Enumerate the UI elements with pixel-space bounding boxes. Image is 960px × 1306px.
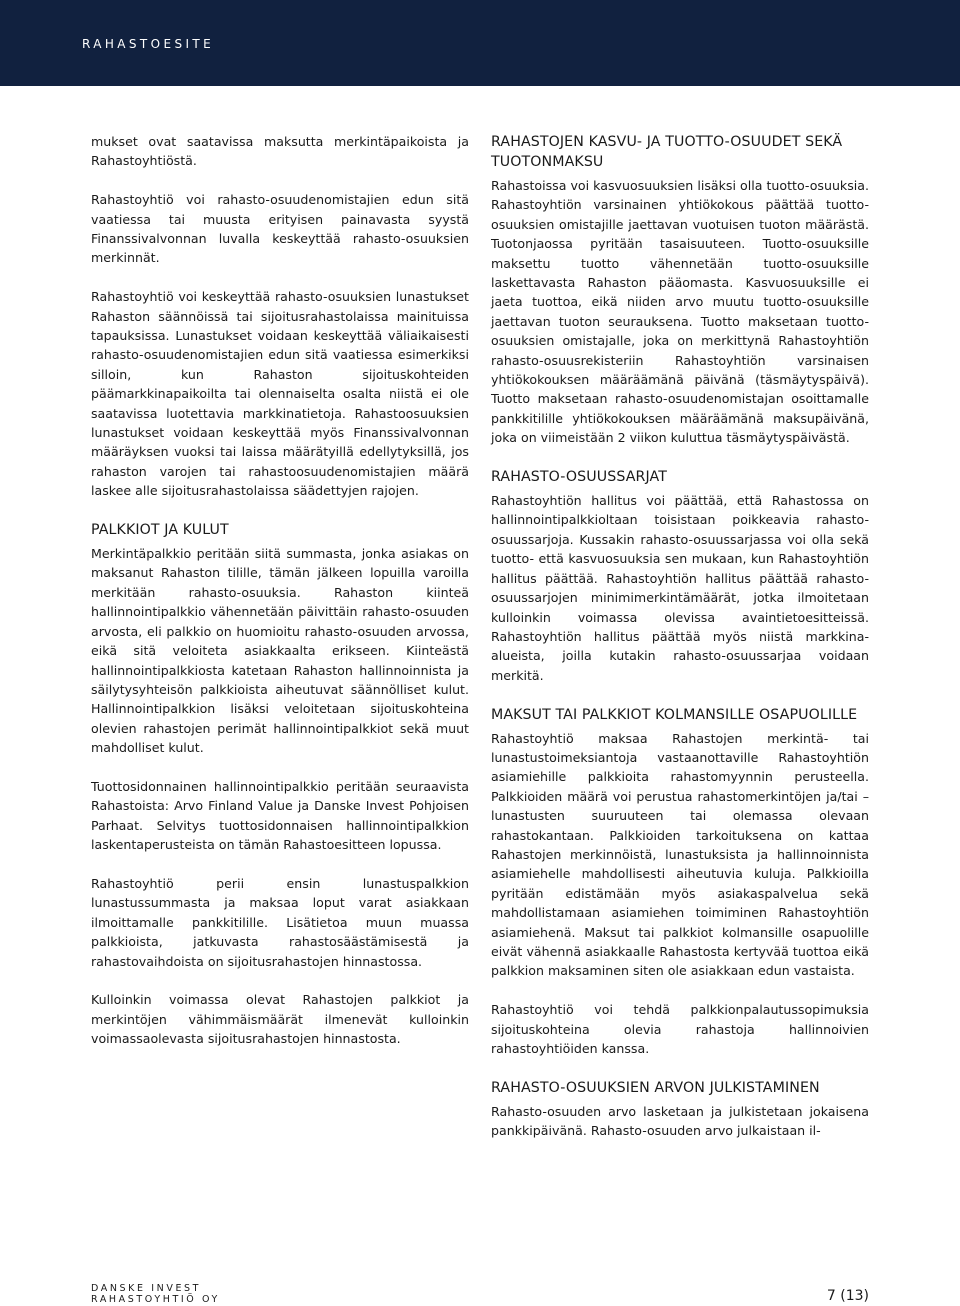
body-paragraph: Tuottosidonnainen hallinnointipalkkio peritään seuraavista Rahastoista: Arvo Finland Value ja Danske Invest Pohjoisen Parhaat. Selvitys tuottosidonnaisen hallinnointipalkkion laskentaperusteista on tämän Rahastoesitteen lopussa. xyxy=(91,778,469,853)
body-paragraph: Rahastoyhtiön hallitus voi päättää, että Rahastossa on hallinnointipalkkioltaan toisistaan poikkeavia rahasto-osuussarjoja. Kussakin rahasto-osuussarjassa voi olla sekä tuotto- että kasvuosuuksia sen mukaan, kun Rahastoyhtiön hallitus päättää. Rahastoyhtiön hallitus päättää rahasto-osuussarjojen minimimerkintämäärät, jotka ilmoitetaan kulloinkin voimassa olevissa avaintietoesitteissä. Rahastoyhtiön hallitus päättää myös niistä markkina-alueista, joilla kutakin rahasto-osuussarjaa voidaan merkitä. xyxy=(491,493,869,683)
page-number: 7 (13) xyxy=(826,1288,869,1304)
body-paragraph: Rahastoyhtiö voi rahasto-osuudenomistajien edun sitä vaatiessa tai muusta erityisen painavasta syystä Finanssivalvonnan luvalla keskeyttää rahasto-osuuksien merkinnät. xyxy=(91,192,469,266)
document-title: RAHASTOESITE xyxy=(82,37,215,51)
section-heading: MAKSUT TAI PALKKIOT KOLMANSILLE OSAPUOLILLE xyxy=(491,706,858,723)
company-name-line-1: DANSKE INVEST xyxy=(91,1283,202,1294)
body-paragraph: Merkintäpalkkio peritään siitä summasta, jonka asiakas on maksanut Rahaston tilille, tämän jälkeen lopuilla varoilla merkitään rahasto-osuuksia. Rahaston kiinteä hallinnointipalkkio vähennetään päivittäin rahasto-osuuden arvosta, eli palkkio on huomioitu rahasto-osuuden arvossa, eikä sitä veloiteta asiakkaalta erikseen. Kiinteästä hallinnointipalkkiosta katetaan Rahaston hallinnoinnista ja säilytysyhteisön palkkioista aiheutuvat säännölliset kulut. Hallinnointipalkkion lisäksi veloitetaan sijoituskohteina olevien rahastojen perimät hallinnointipalkkiot sekä muut mahdolliset kulut. xyxy=(91,546,469,756)
section-heading: RAHASTO-OSUUSSARJAT xyxy=(491,469,667,486)
body-paragraph: Rahastoyhtiö voi tehdä palkkionpalautussopimuksia sijoituskohteina olevia rahastoja hallinnoivien rahastoyhtiöiden kanssa. xyxy=(491,1002,869,1057)
section-heading: PALKKIOT JA KULUT xyxy=(91,522,229,539)
company-name-line-2: RAHASTOYHTIÖ OY xyxy=(91,1294,220,1305)
body-paragraph: Rahastoyhtiö maksaa Rahastojen merkintä- tai lunastustoimeksiantoja vastaanottaville Rahastoyhtiön asiamiehille palkkioita rahastomyynnin perusteella. Palkkioiden määrä voi perustua rahastomerkintöjen ja/tai –lunastusten suuruuteen tai olemassa olevaan rahastokantaan. Palkkioiden tarkoituksena on kattaa Rahastojen merkinnöistä, lunastuksista ja hallinnoinnista asiamiehelle mahdollisesti aiheutuvia kuluja. Palkkioilla pyritään edistämään myös asiakaspalvelua sekä mahdollistamaan asiamiehen toimiminen Rahastoyhtiön asiamiehenä. Maksut tai palkkiot kolmansille osapuolille eivät vähennä asiakkaalle Rahastosta kertyvää tuottoa eikä palkkion maksaminen siten ole asiakkaan edun vastaista. xyxy=(491,730,869,979)
section-heading: RAHASTOJEN KASVU- JA TUOTTO-OSUUDET SEKÄ TUOTONMAKSU xyxy=(491,134,843,170)
right-column xyxy=(491,132,869,1160)
body-paragraph: Kulloinkin voimassa olevat Rahastojen palkkiot ja merkintöjen vähimmäismäärät ilmenevät kulloinkin voimassaolevasta sijoitusrahastojen hinnastosta. xyxy=(91,992,469,1047)
left-column xyxy=(91,132,469,1068)
body-paragraph: Rahastoyhtiö perii ensin lunastuspalkkion lunastussummasta ja maksaa loput varat asiakkaan ilmoittamalle pankkitilille. Lisätietoa muun muassa palkkioista, jatkuvasta rahastosäästämisestä ja rahastovaihdoista on sijoitusrahastojen hinnastossa. xyxy=(91,875,469,969)
company-name xyxy=(91,1283,220,1305)
body-paragraph: Rahasto-osuuden arvo lasketaan ja julkistetaan jokaisena pankkipäivänä. Rahasto-osuuden arvo julkaistaan il- xyxy=(491,1103,869,1139)
section-heading: RAHASTO-OSUUKSIEN ARVON JULKISTAMINEN xyxy=(491,1079,820,1096)
body-paragraph: mukset ovat saatavissa maksutta merkintäpaikoista ja Rahastoyhtiöstä. xyxy=(91,134,469,169)
page-header xyxy=(0,0,960,86)
body-paragraph: Rahastoyhtiö voi keskeyttää rahasto-osuuksien lunastukset Rahaston säännöissä tai sijoitusrahastolaissa mainituissa tapauksissa. Lunastukset voidaan keskeyttää väliaikaisesti rahasto-osuudenomistajien edun sitä vaatiessa esimerkiksi silloin, kun Rahaston sijoituskohteiden päämarkkinapaikoilta tai olennaiselta osalta niistä ei ole saatavissa luotettavia markkinatietoja. Rahastoosuuksien lunastukset voidaan keskeyttää myös Finanssivalvonnan määräyksen vuoksi tai laissa määrätyillä edellytyksillä, jos rahaston varojen tai rahastoosuudenomistajien määrä laskee alle sijoitusrahastolaissa säädettyjen rajojen. xyxy=(91,289,469,499)
body-paragraph: Rahastoissa voi kasvuosuuksien lisäksi olla tuotto-osuuksia. Rahastoyhtiön varsinainen yhtiökokous päättää tuotto-osuuksien omistajille jaettavan vuotuisen tuoton määrästä. Tuotonjaossa pyritään tasaisuuteen. Tuotto-osuuksille maksettu tuotto vähennetään tuotto-osuuksille laskettavasta Rahaston pääomasta. Kasvuosuuksille ei jaeta tuottoa, eikä niiden arvo muutu tuotto-osuuksille jaettavan tuoton seurauksena. Tuotto maksetaan tuotto-osuuksien omistajalle, joka on merkittynä Rahastoyhtiön rahasto-osuusrekisteriin Rahastoyhtiön varsinaisen yhtiökokouksen määräämänä päivänä (täsmäytyspäivä). Tuotto maksetaan rahasto-osuudenomistajan osoittamalle pankkitilille yhtiökokouksen määräämänä maksupäivänä, joka on viimeistään 2 viikon kuluttua täsmäytyspäivästä. xyxy=(491,178,869,446)
